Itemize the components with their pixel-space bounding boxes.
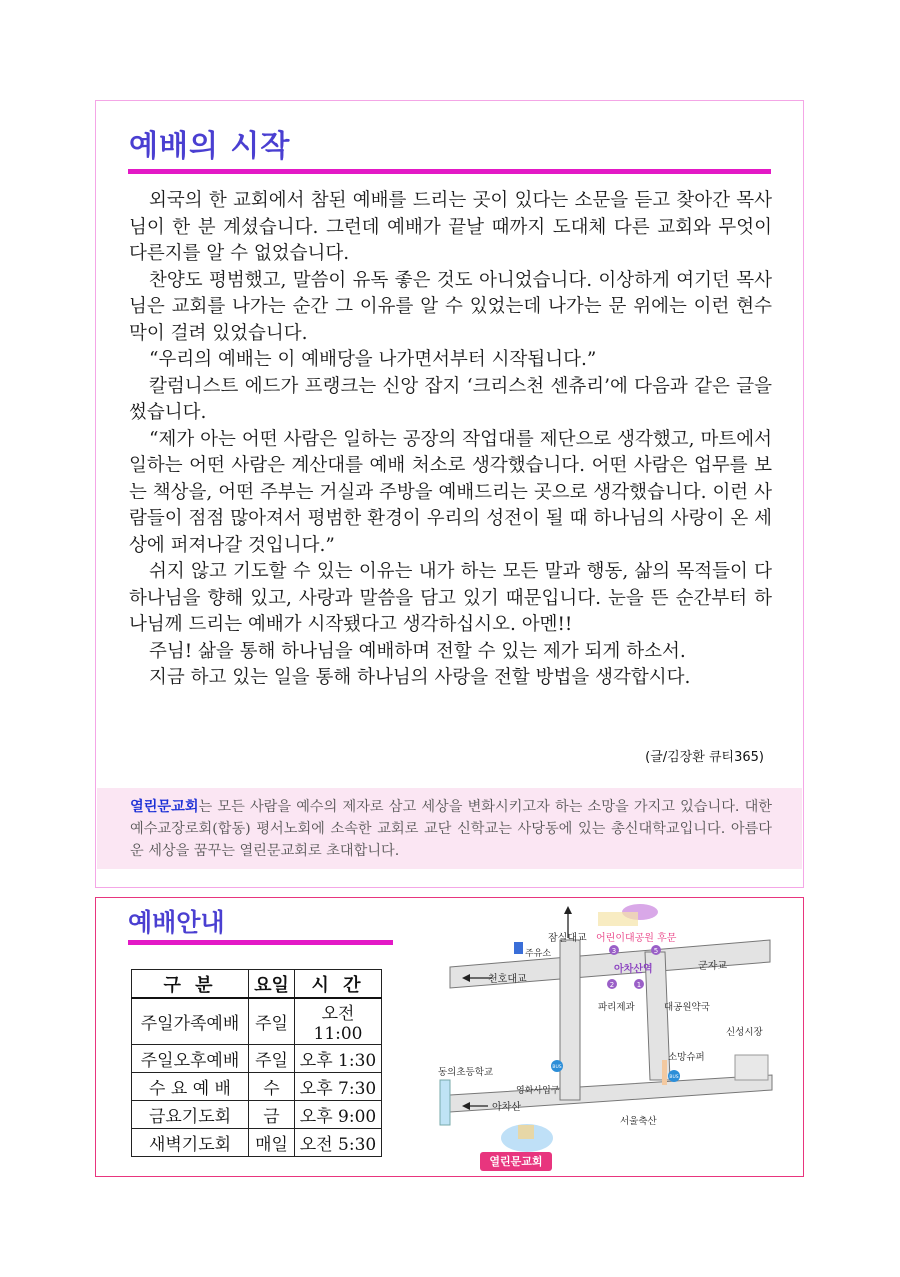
header-time: 시 간: [295, 970, 382, 999]
map-label-cheonho: 천호대교: [488, 974, 527, 985]
exit-number: 2: [609, 981, 615, 989]
cell-time: 오후 9:00: [295, 1101, 382, 1129]
map-label-somang: 소망슈퍼: [668, 1052, 705, 1063]
gas-station-icon: [514, 942, 523, 954]
table-row: [132, 1129, 382, 1157]
church-name: 열린문교회: [130, 799, 199, 815]
table-row: [132, 1045, 382, 1073]
paragraph: “우리의 예배는 이 예배당을 나가면서부터 시작됩니다.”: [149, 349, 597, 370]
cell-time: 오후 7:30: [295, 1073, 382, 1101]
article-title: 예배의 시작: [129, 129, 291, 164]
cell-category: 금요기도회: [132, 1101, 249, 1129]
map-label-park: 어린이대공원 후문: [596, 933, 677, 944]
cell-day: 수: [249, 1073, 295, 1101]
church-intro: [97, 788, 802, 869]
title-divider: [128, 169, 771, 174]
arrow-head-icon: [564, 906, 572, 914]
cell-day: 매일: [249, 1129, 295, 1157]
cell-time: 오전 5:30: [295, 1129, 382, 1157]
map-label-gas: 주유소: [525, 949, 552, 959]
schedule-divider: [128, 940, 393, 945]
paragraph: 외국의 한 교회에서 참된 예배를 드리는 곳이 있다는 소문을 듣고 찾아간 목사님이 한 분 계셨습니다. 그런데 예배가 끝날 때까지 도대체 다른 교회와 무엇이 다른지를 알 수 없었습니다.: [129, 190, 772, 264]
exit-number: 1: [636, 981, 642, 989]
location-map: [430, 900, 780, 1175]
exit-number: 5: [653, 947, 659, 955]
article-credit: (글/김장환 큐티365): [645, 750, 764, 765]
school-block: [440, 1080, 450, 1125]
cell-category: 수 요 예 배: [132, 1073, 249, 1101]
cell-time: 오후 1:30: [295, 1045, 382, 1073]
table-row: [132, 1073, 382, 1101]
paragraph: “제가 아는 어떤 사람은 일하는 공장의 작업대를 제단으로 생각했고, 마트에서 일하는 어떤 사람은 계산대를 예배 처소로 생각했습니다. 어떤 사람은 업무를 보는 책상을, 어떤 주부는 거실과 주방을 예배드리는 곳으로 생각했습니다. 이런 사람들이 점점 많아져서 평범한 환경이 우리의 성전이 될 때 하나님의 사랑이 온 세상에 퍼져나갈 것입니다.”: [129, 428, 772, 556]
map-label-pharmacy: 대공원약국: [664, 1002, 710, 1013]
store-marker: [662, 1060, 667, 1085]
map-label-achasan: 아차산: [492, 1102, 521, 1113]
map-label-school: 동의초등학교: [438, 1067, 494, 1078]
cell-category: 주일오후예배: [132, 1045, 249, 1073]
paragraph: 지금 하고 있는 일을 통해 하나님의 사랑을 전할 방법을 생각합시다.: [149, 667, 691, 688]
map-label-butcher: 서울축산: [620, 1116, 657, 1127]
bus-label: BUS: [669, 1075, 679, 1080]
schedule-title: 예배안내: [128, 908, 225, 937]
market-block: [735, 1055, 768, 1080]
map-label-paris: 파리제과: [598, 1002, 635, 1013]
intro-text: 는 모든 사람을 예수의 제자로 삼고 세상을 변화시키고자 하는 소망을 가지고 있습니다. 대한예수교장로회(합동) 평서노회에 소속한 교회로 교단 신학교는 사당동에 있는 총신대학교입니다. 아름다운 세상을 꿈꾸는 열린문교회로 초대합니다.: [130, 799, 772, 859]
worship-schedule-table: [131, 969, 382, 1157]
map-label-church: 열린문교회: [489, 1155, 543, 1168]
park-trees: [598, 912, 638, 926]
header-category: 구 분: [132, 970, 249, 999]
cell-time: 오전11:00: [295, 998, 382, 1045]
cell-category: 주일가족예배: [132, 998, 249, 1045]
table-row: [132, 998, 382, 1045]
cell-day: 주일: [249, 998, 295, 1045]
header-day: 요일: [249, 970, 295, 999]
map-label-sinsung: 신성시장: [726, 1027, 763, 1038]
table-header-row: [132, 970, 382, 999]
article-body: [129, 188, 772, 692]
church-building: [518, 1125, 534, 1139]
map-label-theater: 영화사입구: [516, 1086, 560, 1096]
cell-day: 금: [249, 1101, 295, 1129]
exit-number: 3: [611, 947, 617, 955]
cell-day: 주일: [249, 1045, 295, 1073]
table-row: [132, 1101, 382, 1129]
paragraph: 주님! 삶을 통해 하나님을 예배하며 전할 수 있는 제가 되게 하소서.: [149, 640, 686, 662]
paragraph: 찬양도 평범했고, 말씀이 유독 좋은 것도 아니었습니다. 이상하게 여기던 목사님은 교회를 나가는 순간 그 이유를 알 수 있었는데 나가는 문 위에는 이런 현수막이 걸려 있었습니다.: [129, 269, 772, 344]
paragraph: 칼럼니스트 에드가 프랭크는 신앙 잡지 ‘크리스천 센츄리’에 다음과 같은 글을 썼습니다.: [129, 375, 772, 423]
map-label-station: 아차산역: [614, 964, 653, 975]
bus-label: BUS: [552, 1065, 562, 1070]
paragraph: 쉬지 않고 기도할 수 있는 이유는 내가 하는 모든 말과 행동, 삶의 목적들이 다 하나님을 향해 있고, 사랑과 말씀을 담고 있기 때문입니다. 눈을 뜬 순간부터 하나님께 드리는 예배가 시작됐다고 생각하십시오. 아멘!!: [129, 561, 772, 635]
map-label-jamsil: 잠실대교: [548, 933, 587, 944]
road-vertical-left: [560, 940, 580, 1100]
map-label-gunja: 군자교: [698, 961, 727, 972]
cell-category: 새벽기도회: [132, 1129, 249, 1157]
